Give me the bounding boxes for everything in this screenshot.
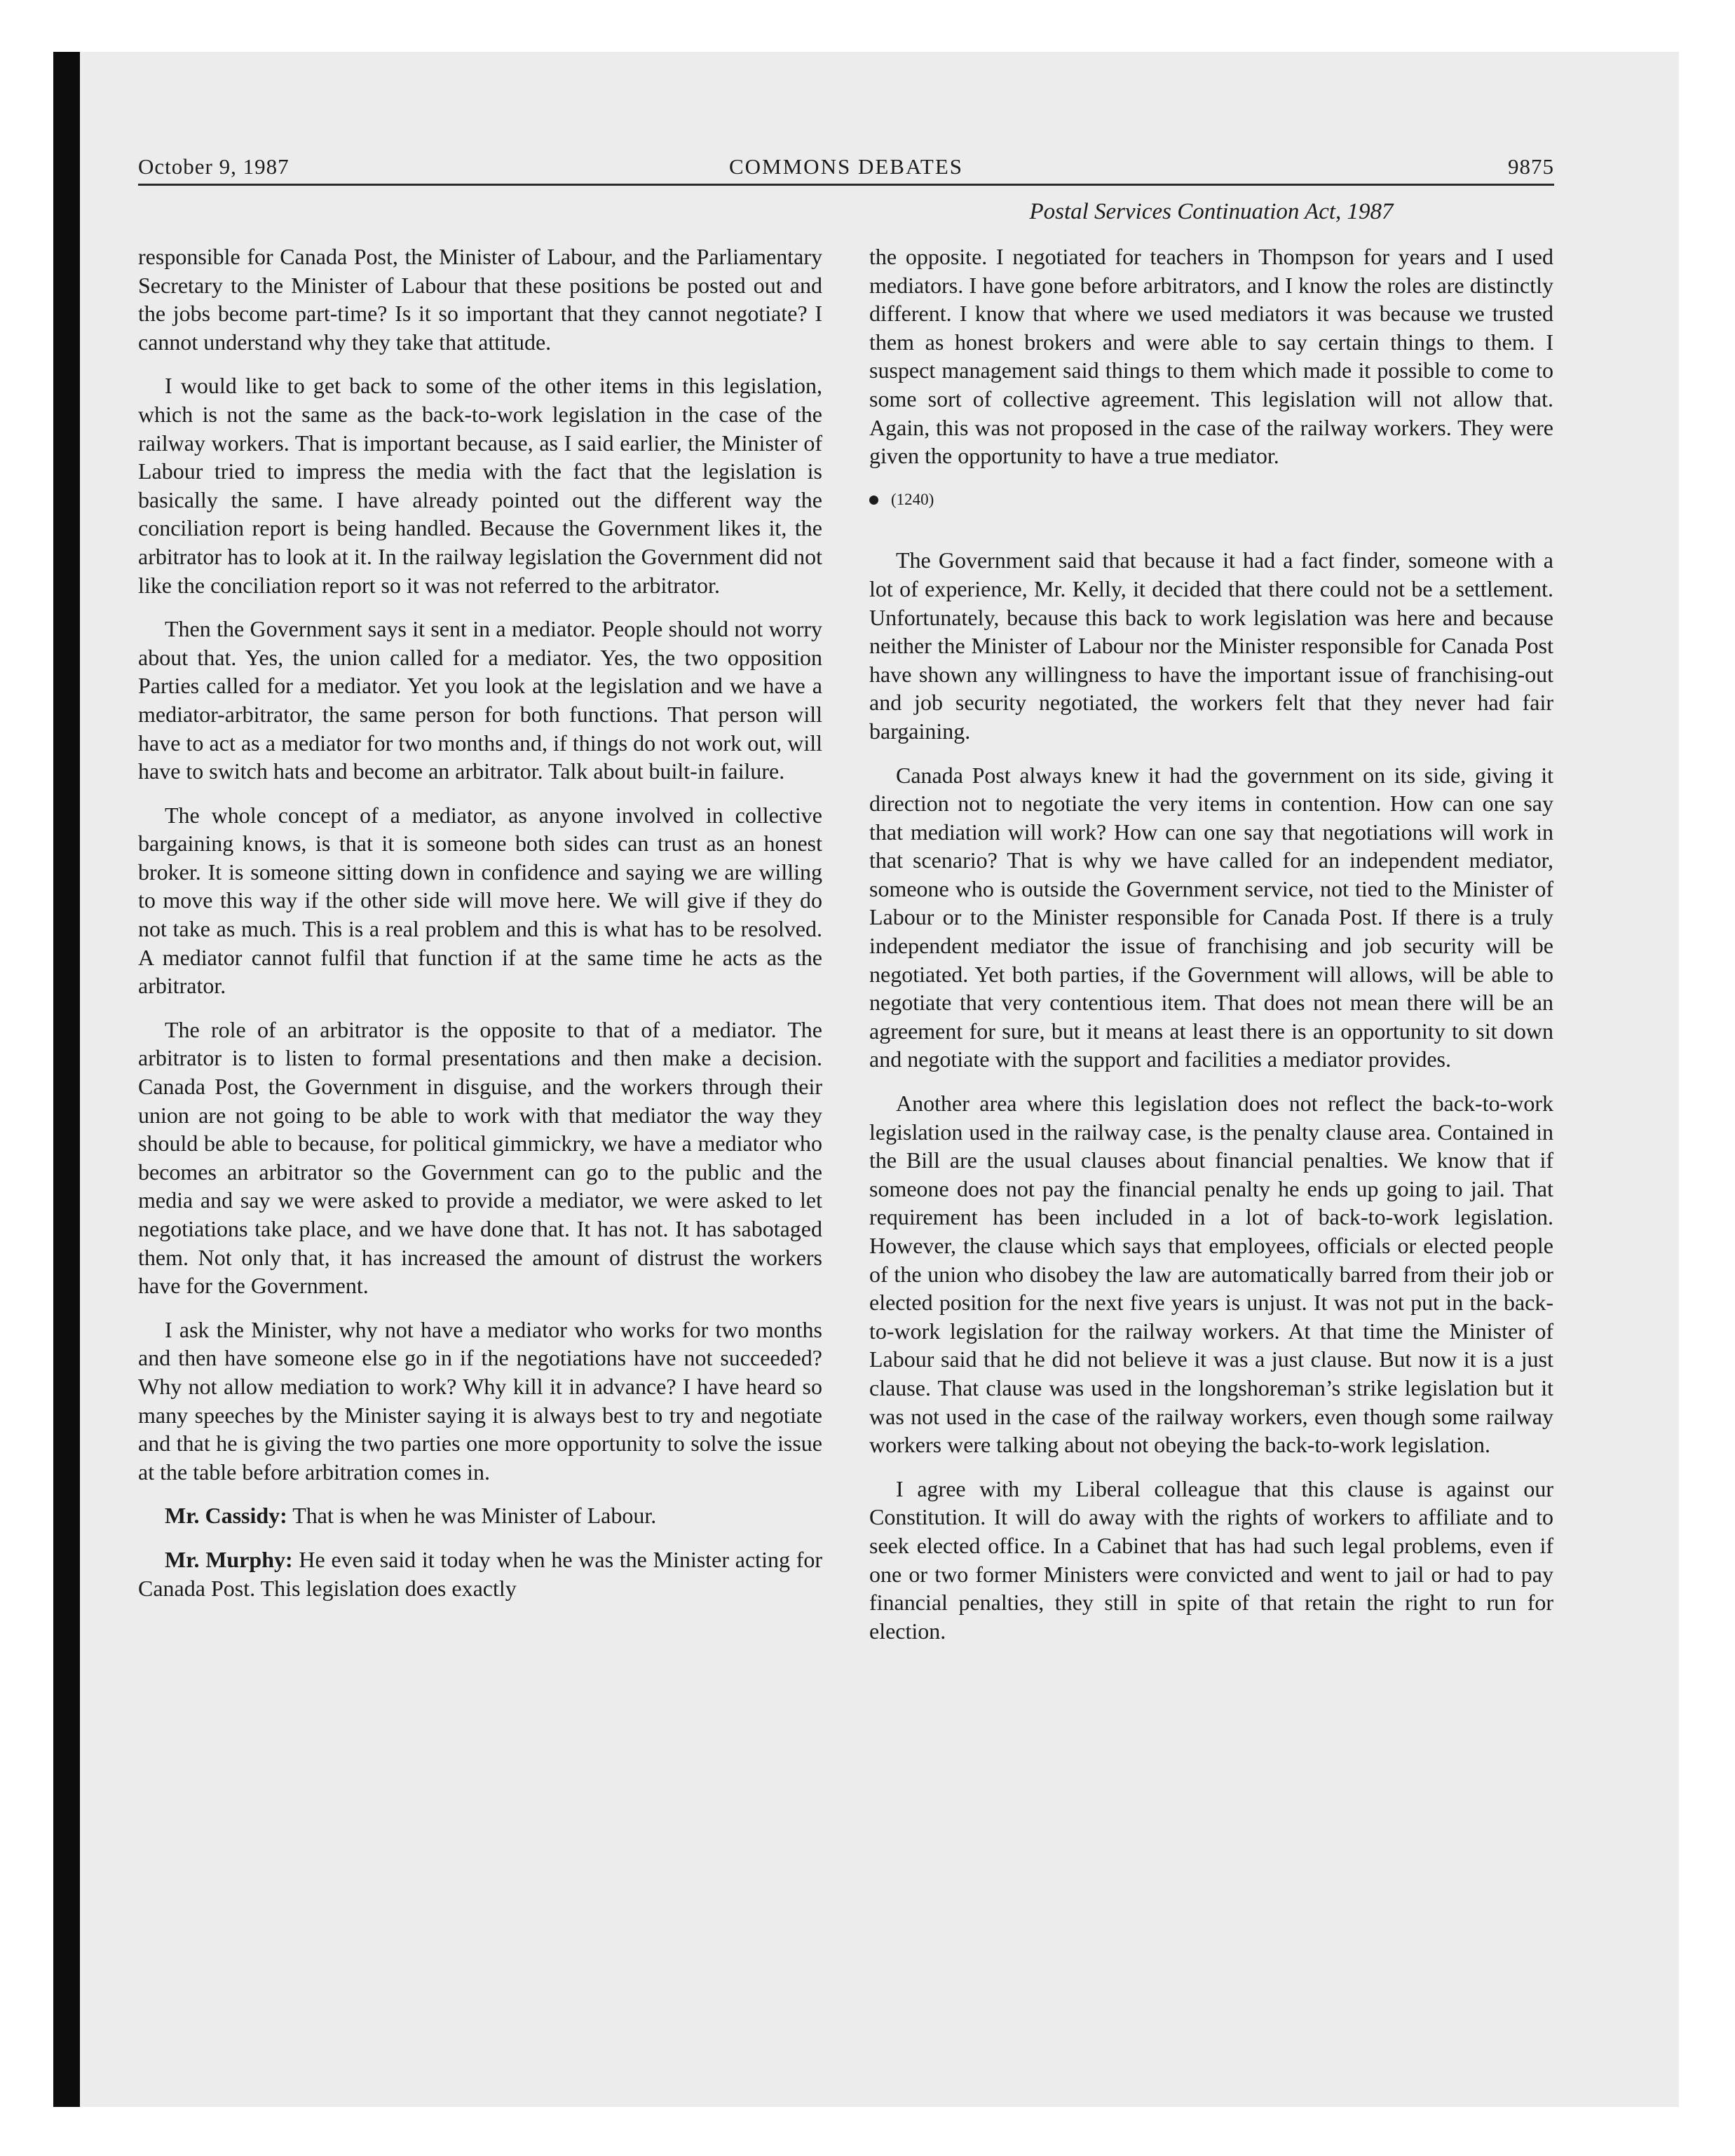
paragraph: Canada Post always knew it had the government on its side, giving it direction not to negotiate the very items in contention. How can one say that mediation will work? How can one say that negotiations will work in that scenario? That is why we have called for an independent mediator, someone who is outside the Government service, not tied to the Minister of Labour or to the Minister responsible for Canada Post. If there is a truly independent mediator the issue of franchising and job security will be negotiated. Yet both parties, if the Government will allows, will be able to negotiate that very contentious item. That does not mean there will be an agreement for sure, but it means at least there is an opportunity to sit down and negotiate with the support and facilities a mediator provides. xyxy=(869,762,1553,1072)
paragraph: The role of an arbitrator is the opposite to that of a mediator. The arbitrator is to listen to formal presentations and then make a decision. Canada Post, the Government in disguise, and the workers through their union are not going to be able to work with that mediator the way they should be able to because, for political gimmickry, we have a mediator who becomes an arbitrator so the Government can go to the public and the media and say we were asked to provide a mediator, we were asked to let negotiations take place, and we have done that. It has not. It has sabotaged them. Not only that, it has increased the amount of distrust the workers have for the Government. xyxy=(138,1016,822,1299)
header-title: COMMONS DEBATES xyxy=(728,154,964,179)
header-page-number: 9875 xyxy=(1508,154,1554,179)
scan-margin xyxy=(0,0,53,2156)
paragraph: The Government said that because it had a fact finder, someone with a lot of experience, Mr. Kelly, it decided that there could not be a settlement. Unfortunately, because this back to work legislation was here and because neither the Minister of Labour nor the Minister responsible for Canada Post have shown any willingness to have the important issue of franchising-out and job security negotiated, the workers felt that they never had fair bargaining. xyxy=(869,547,1553,744)
section-subtitle: Postal Services Continuation Act, 1987 xyxy=(1029,199,1394,224)
scan-binding-edge xyxy=(53,52,80,2107)
time-marker xyxy=(869,486,1553,514)
paragraph: I would like to get back to some of the other items in this legislation, which is not the same as the back-to-work legislation in the case of the railway workers. That is important because, as I said earlier, the Minister of Labour tried to impress the media with the fact that the legislation is basically the same. I have already pointed out the different way the conciliation report is being handled. Because the Government likes it, the arbitrator has to look at it. In the railway legislation the Government did not like the conciliation report so it was not referred to the arbitrator. xyxy=(138,373,822,598)
speaker-name: Mr. Murphy: xyxy=(165,1546,293,1572)
paragraph: I agree with my Liberal colleague that this clause is against our Constitution. It will do away with the rights of workers to affiliate and to seek elected office. In a Cabinet that has had such legal problems, even if one or two former Ministers were convicted and went to jail or had to pay financial penalties, they still in spite of that retain the right to run for election. xyxy=(869,1475,1553,1644)
right-column xyxy=(869,243,1553,1660)
running-header xyxy=(138,144,1554,186)
paragraph: I ask the Minister, why not have a mediator who works for two months and then have someone else go in if the negotiations have not succeeded? Why not allow mediation to work? Why kill it in advance? I have heard so many speeches by the Minister saying it is always best to try and negotiate and that he is giving the two parties one more opportunity to solve the issue at the table before arbitration comes in. xyxy=(138,1316,822,1485)
speech-text: That is when he was Minister of Labour. xyxy=(292,1503,657,1529)
speech-text: He even said it today when he was the Minister acting for Canada Post. This legislation does exactly xyxy=(138,1546,823,1601)
paragraph: the opposite. I negotiated for teachers in Thompson for years and I used mediators. I have gone before arbitrators, and I know the roles are distinctly different. I know that where we used mediators it was because we trusted them as honest brokers and were able to say certain things to them. I suspect management said things to them which made it possible to come to some sort of collective agreement. This legislation will not allow that. Again, this was not proposed in the case of the railway workers. They were given the opportunity to have a true mediator. xyxy=(869,244,1553,469)
speech-murphy xyxy=(138,1546,822,1602)
time-marker-label: (1240) xyxy=(891,490,934,508)
paragraph: responsible for Canada Post, the Minister of Labour, and the Parliamentary Secretary to the Minister of Labour that these positions be posted out and the jobs become part-time? Is it so important that they cannot negotiate? I cannot understand why they take that attitude. xyxy=(138,244,822,355)
paragraph: The whole concept of a mediator, as anyone involved in collective bargaining knows, is that it is someone both sides can trust as an honest broker. It is someone sitting down in confidence and saying we are willing to move this way if the other side will move here. We will give if they do not take as much. This is a real problem and this is what has to be resolved. A mediator cannot fulfil that function if at the same time he acts as the arbitrator. xyxy=(138,802,822,999)
speaker-name: Mr. Cassidy: xyxy=(165,1503,287,1529)
speech-cassidy xyxy=(138,1501,822,1530)
paragraph: Then the Government says it sent in a mediator. People should not worry about that. Yes, the union called for a mediator. Yes, the two opposition Parties called for a mediator. Yet you look at the legislation and we have a mediator-arbitrator, the same person for both functions. That person will have to act as a mediator for two months and, if things do not work out, will have to switch hats and become an arbitrator. Talk about built-in failure. xyxy=(138,616,822,784)
left-column xyxy=(138,243,822,1618)
header-date: October 9, 1987 xyxy=(138,154,290,179)
paragraph: Another area where this legislation does not reflect the back-to-work legislation used in the railway case, is the penalty clause area. Contained in the Bill are the usual clauses about financial penalties. We know that if someone does not pay the financial penalty he ends up going to jail. That requirement has been included in a lot of back-to-work legislation. However, the clause which says that employees, officials or elected people of the union who disobey the law are automatically barred from their job or elected position for the next five years is unjust. It was not put in the back-to-work legislation for the railway workers. At that time the Minister of Labour said that he did not believe it was a just clause. But now it is a just clause. That clause was used in the longshoreman’s strike legislation but it was not used in the case of the railway workers, even though some railway workers were talking about not obeying the back-to-work legislation. xyxy=(869,1091,1553,1458)
bullet-icon xyxy=(869,496,878,505)
